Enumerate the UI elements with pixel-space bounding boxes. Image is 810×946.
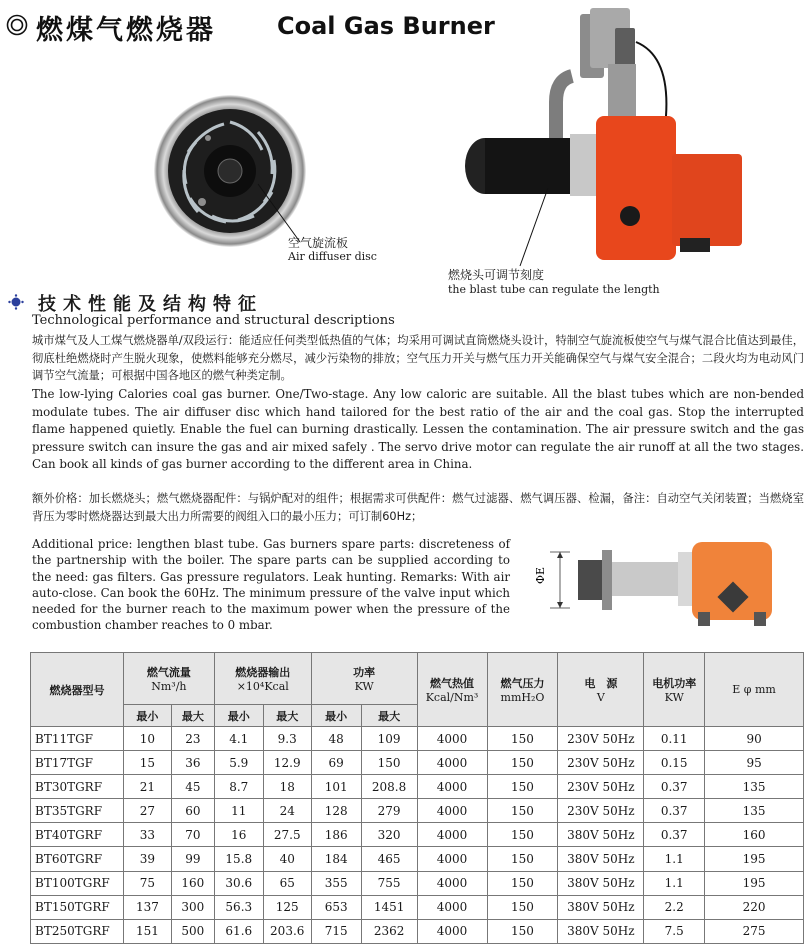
table-row bbox=[31, 823, 804, 847]
table-cell: 48 bbox=[311, 727, 361, 751]
table-cell: 184 bbox=[311, 847, 361, 871]
table-cell: 39 bbox=[123, 847, 171, 871]
header-min: 最小 bbox=[311, 705, 361, 727]
table-cell: 380V 50Hz bbox=[558, 847, 644, 871]
table-cell: 300 bbox=[171, 895, 214, 919]
model-cell: BT17TGF bbox=[31, 751, 124, 775]
model-cell: BT150TGRF bbox=[31, 895, 124, 919]
dimension-label: ΦE bbox=[534, 566, 547, 584]
header-diameter: E φ mm bbox=[705, 653, 804, 727]
table-cell: 18 bbox=[263, 775, 311, 799]
header-max: 最大 bbox=[263, 705, 311, 727]
table-cell: 380V 50Hz bbox=[558, 919, 644, 943]
page-title-cn: 燃煤气燃烧器 bbox=[36, 15, 216, 46]
table-cell: 380V 50Hz bbox=[558, 823, 644, 847]
disc-caption-en: Air diffuser disc bbox=[288, 250, 377, 263]
table-cell: 150 bbox=[487, 727, 558, 751]
tube-caption-en: the blast tube can regulate the length bbox=[448, 283, 660, 296]
specification-table bbox=[30, 652, 804, 944]
table-cell: 1.1 bbox=[644, 871, 705, 895]
table-cell: 4000 bbox=[417, 751, 487, 775]
table-cell: 11 bbox=[214, 799, 263, 823]
table-cell: 4000 bbox=[417, 775, 487, 799]
section-title-cn: 技术性能及结构特征 bbox=[38, 294, 263, 315]
table-cell: 4000 bbox=[417, 919, 487, 943]
diamond-bullet-icon bbox=[8, 294, 24, 310]
table-cell: 45 bbox=[171, 775, 214, 799]
header-gas-pressure: 燃气压力 mmH₂O bbox=[487, 653, 558, 727]
header-output: 燃烧器输出 ×10⁴Kcal bbox=[214, 653, 311, 705]
table-cell: 150 bbox=[487, 751, 558, 775]
table-cell: 1451 bbox=[361, 895, 417, 919]
table-cell: 279 bbox=[361, 799, 417, 823]
table-row bbox=[31, 799, 804, 823]
header-motor-power: 电机功率 KW bbox=[644, 653, 705, 727]
table-cell: 150 bbox=[487, 847, 558, 871]
table-cell: 5.9 bbox=[214, 751, 263, 775]
table-cell: 150 bbox=[487, 919, 558, 943]
table-cell: 56.3 bbox=[214, 895, 263, 919]
table-cell: 60 bbox=[171, 799, 214, 823]
table-cell: 24 bbox=[263, 799, 311, 823]
table-cell: 160 bbox=[171, 871, 214, 895]
table-cell: 61.6 bbox=[214, 919, 263, 943]
table-cell: 109 bbox=[361, 727, 417, 751]
table-cell: 4000 bbox=[417, 799, 487, 823]
table-row bbox=[31, 847, 804, 871]
table-cell: 65 bbox=[263, 871, 311, 895]
section-title-en: Technological performance and structural descriptions bbox=[32, 313, 395, 328]
table-cell: 9.3 bbox=[263, 727, 311, 751]
header-power: 功率 KW bbox=[311, 653, 417, 705]
table-cell: 380V 50Hz bbox=[558, 895, 644, 919]
table-cell: 95 bbox=[705, 751, 804, 775]
table-cell: 27 bbox=[123, 799, 171, 823]
table-cell: 150 bbox=[487, 823, 558, 847]
table-cell: 135 bbox=[705, 799, 804, 823]
table-cell: 125 bbox=[263, 895, 311, 919]
table-cell: 0.11 bbox=[644, 727, 705, 751]
model-cell: BT35TGRF bbox=[31, 799, 124, 823]
table-cell: 150 bbox=[487, 871, 558, 895]
table-cell: 16 bbox=[214, 823, 263, 847]
table-row bbox=[31, 919, 804, 943]
table-row bbox=[31, 775, 804, 799]
header-gas-flow: 燃气流量 Nm³/h bbox=[123, 653, 214, 705]
table-cell: 12.9 bbox=[263, 751, 311, 775]
table-cell: 195 bbox=[705, 847, 804, 871]
table-cell: 150 bbox=[487, 895, 558, 919]
table-cell: 128 bbox=[311, 799, 361, 823]
table-cell: 99 bbox=[171, 847, 214, 871]
table-cell: 90 bbox=[705, 727, 804, 751]
table-cell: 715 bbox=[311, 919, 361, 943]
table-cell: 355 bbox=[311, 871, 361, 895]
table-cell: 150 bbox=[361, 751, 417, 775]
table-cell: 0.37 bbox=[644, 775, 705, 799]
table-row bbox=[31, 871, 804, 895]
table-cell: 2.2 bbox=[644, 895, 705, 919]
table-cell: 8.7 bbox=[214, 775, 263, 799]
table-cell: 75 bbox=[123, 871, 171, 895]
table-cell: 135 bbox=[705, 775, 804, 799]
table-cell: 230V 50Hz bbox=[558, 751, 644, 775]
table-cell: 150 bbox=[487, 799, 558, 823]
table-cell: 1.1 bbox=[644, 847, 705, 871]
table-cell: 33 bbox=[123, 823, 171, 847]
table-cell: 195 bbox=[705, 871, 804, 895]
table-cell: 160 bbox=[705, 823, 804, 847]
table-row bbox=[31, 751, 804, 775]
burner-dimension-drawing bbox=[522, 538, 784, 634]
table-cell: 151 bbox=[123, 919, 171, 943]
table-cell: 137 bbox=[123, 895, 171, 919]
table-cell: 7.5 bbox=[644, 919, 705, 943]
table-cell: 4000 bbox=[417, 895, 487, 919]
table-cell: 70 bbox=[171, 823, 214, 847]
additional-price-cn: 额外价格：加长燃烧头；燃气燃烧器配件：与锅炉配对的组件；根据需求可供配件：燃气过滤器、燃气调压器、检漏，备注：自动空气关闭装置；当燃烧室背压为零时燃烧器达到最大出力所需要的阀组入口的最小压力；可订制60Hz； bbox=[32, 492, 804, 523]
table-cell: 36 bbox=[171, 751, 214, 775]
table-row bbox=[31, 895, 804, 919]
header-max: 最大 bbox=[171, 705, 214, 727]
table-body bbox=[31, 727, 804, 944]
header-min: 最小 bbox=[123, 705, 171, 727]
model-cell: BT11TGF bbox=[31, 727, 124, 751]
table-cell: 0.37 bbox=[644, 799, 705, 823]
gas-burner-photo bbox=[460, 6, 750, 274]
table-cell: 320 bbox=[361, 823, 417, 847]
table-cell: 15.8 bbox=[214, 847, 263, 871]
model-cell: BT100TGRF bbox=[31, 871, 124, 895]
tube-caption-cn: 燃烧头可调节刻度 bbox=[448, 268, 545, 282]
table-cell: 755 bbox=[361, 871, 417, 895]
table-cell: 23 bbox=[171, 727, 214, 751]
description-cn: 城市煤气及人工煤气燃烧器单/双段运行：能适应任何类型低热值的气体；均采用可调试直筒燃烧头设计，特制空气旋流板使空气与煤气混合比值达到最佳，彻底杜绝燃烧时产生脱火现象，使燃料能够充分燃尽，减少污染物的排放；空气压力开关与燃气压力开关能确保空气与煤气安全混合；二段火均为电动风门调节空气流量；可根据中国各地区的燃气种类定制。 bbox=[32, 334, 805, 382]
additional-price-en: Additional price: lengthen blast tube. Gas burners spare parts: discreteness of the partnership with the boiler. The spare parts can be supplied according to the need: gas filters. Gas pressure regulators. Leak hunting. Remarks: With air auto-close. Can book the 60Hz. The minimum pressure of the valve input which needed for the burner reach to the maximum power when the pressure of the combustion chamber reaches to 0 mbar. bbox=[32, 537, 510, 633]
table-cell: 10 bbox=[123, 727, 171, 751]
table-cell: 30.6 bbox=[214, 871, 263, 895]
table-cell: 2362 bbox=[361, 919, 417, 943]
model-cell: BT30TGRF bbox=[31, 775, 124, 799]
table-cell: 500 bbox=[171, 919, 214, 943]
table-cell: 465 bbox=[361, 847, 417, 871]
double-circle-icon bbox=[6, 14, 28, 36]
header-model: 燃烧器型号 bbox=[31, 653, 124, 727]
table-cell: 15 bbox=[123, 751, 171, 775]
table-cell: 275 bbox=[705, 919, 804, 943]
table-cell: 4.1 bbox=[214, 727, 263, 751]
table-cell: 380V 50Hz bbox=[558, 871, 644, 895]
table-cell: 230V 50Hz bbox=[558, 775, 644, 799]
table-cell: 230V 50Hz bbox=[558, 799, 644, 823]
table-cell: 69 bbox=[311, 751, 361, 775]
model-cell: BT250TGRF bbox=[31, 919, 124, 943]
table-cell: 203.6 bbox=[263, 919, 311, 943]
air-diffuser-disc-photo bbox=[150, 92, 310, 250]
table-row bbox=[31, 727, 804, 751]
header-power-supply: 电 源 V bbox=[558, 653, 644, 727]
table-cell: 230V 50Hz bbox=[558, 727, 644, 751]
table-cell: 4000 bbox=[417, 847, 487, 871]
disc-caption-cn: 空气旋流板 bbox=[288, 236, 349, 250]
table-cell: 4000 bbox=[417, 823, 487, 847]
table-cell: 0.37 bbox=[644, 823, 705, 847]
model-cell: BT60TGRF bbox=[31, 847, 124, 871]
table-cell: 4000 bbox=[417, 871, 487, 895]
table-cell: 186 bbox=[311, 823, 361, 847]
table-cell: 4000 bbox=[417, 727, 487, 751]
table-cell: 101 bbox=[311, 775, 361, 799]
table-cell: 40 bbox=[263, 847, 311, 871]
table-cell: 208.8 bbox=[361, 775, 417, 799]
model-cell: BT40TGRF bbox=[31, 823, 124, 847]
table-cell: 21 bbox=[123, 775, 171, 799]
table-cell: 653 bbox=[311, 895, 361, 919]
header-min: 最小 bbox=[214, 705, 263, 727]
table-cell: 0.15 bbox=[644, 751, 705, 775]
page-title-en: Coal Gas Burner bbox=[277, 12, 495, 40]
table-cell: 150 bbox=[487, 775, 558, 799]
header-max: 最大 bbox=[361, 705, 417, 727]
table-cell: 220 bbox=[705, 895, 804, 919]
description-en: The low-lying Calories coal gas burner. One/Two-stage. Any low caloric are suitable. All the blast tubes which are non-bended modulate tubes. The air diffuser disc which hand tailored for the best ratio of the air and the coal gas. Stop the interrupted flame happened quietly. Enable the fuel can burning drastically. Lessen the contamination. The air pressure switch and the gas pressure switch can insure the gas and air mixed safely . The servo drive motor can regulate the air runoff at all the two stages. Can book all kinds of gas burner according to the different area in China. bbox=[32, 387, 804, 472]
table-cell: 27.5 bbox=[263, 823, 311, 847]
header-heat-value: 燃气热值 Kcal/Nm³ bbox=[417, 653, 487, 727]
